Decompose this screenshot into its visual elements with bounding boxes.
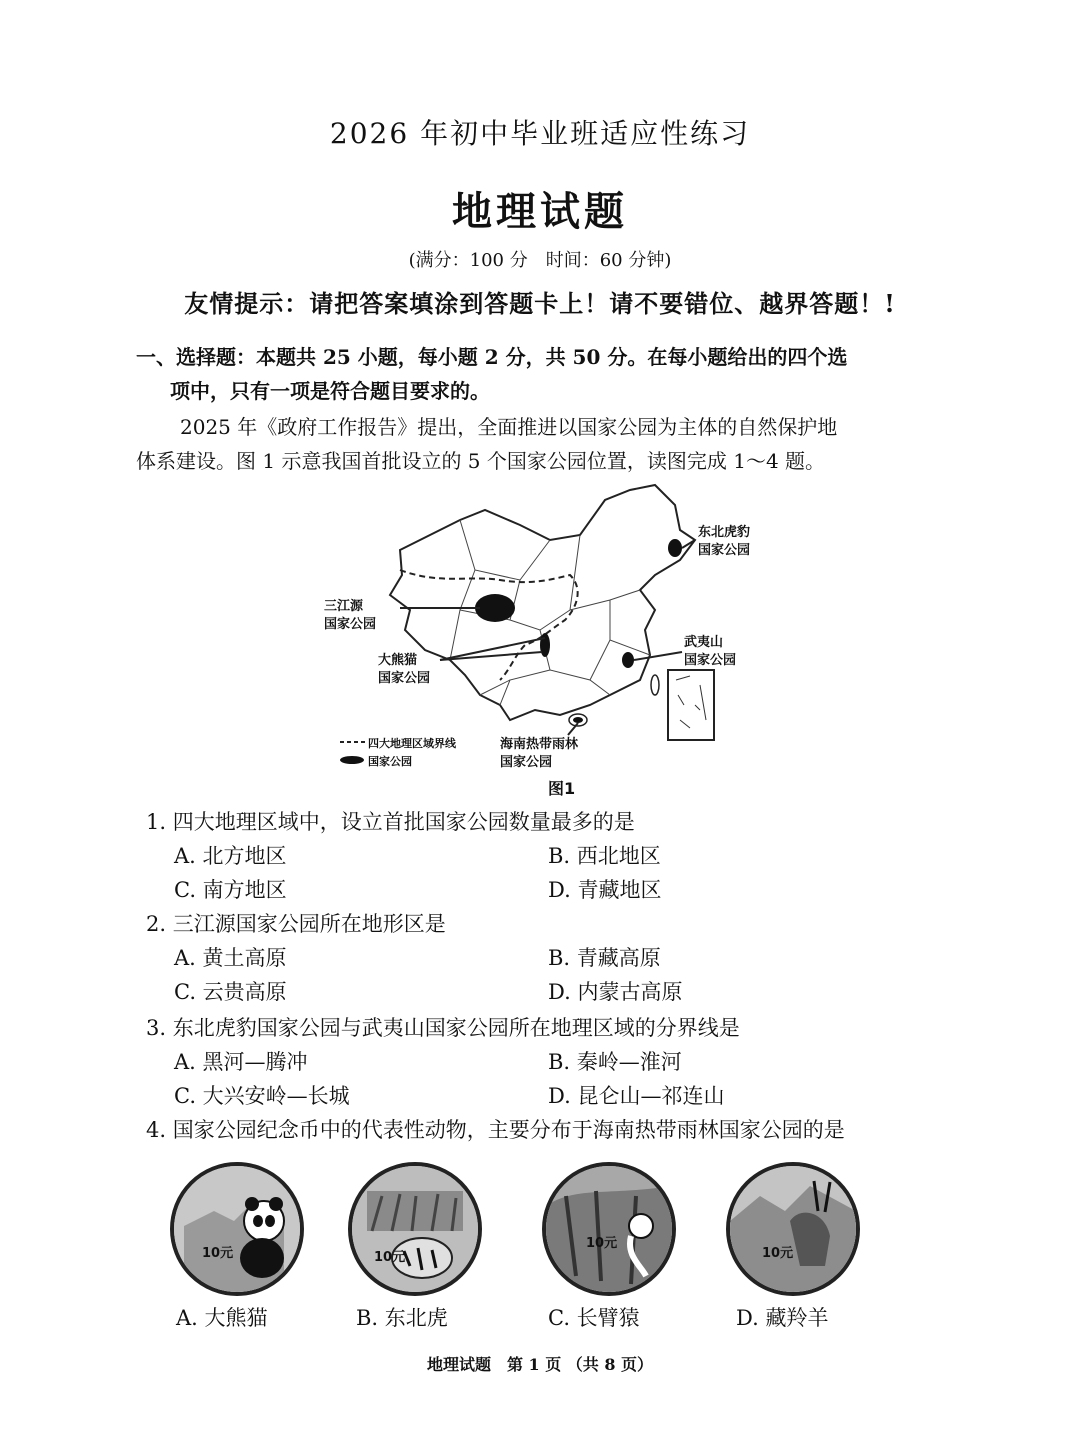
q4-option-a: A. 大熊猫 — [176, 1306, 268, 1330]
question-2-stem: 2. 三江源国家公园所在地形区是 — [146, 912, 446, 936]
park-hainan — [573, 717, 583, 723]
coin-c-denomination: 10元 — [586, 1236, 618, 1251]
q4-option-d: D. 藏羚羊 — [736, 1306, 829, 1330]
q3-option-d: D. 昆仑山—祁连山 — [548, 1084, 725, 1108]
taiwan-island — [651, 675, 659, 695]
friendly-tip: 友情提示：请把答案填涂到答题卡上！请不要错位、越界答题！! — [184, 289, 896, 318]
exam-meta: (满分：100 分 时间：60 分钟) — [408, 250, 672, 271]
q1-option-b: B. 西北地区 — [548, 844, 661, 868]
question-1-stem: 1. 四大地理区域中，设立首批国家公园数量最多的是 — [146, 810, 635, 834]
china-map-figure — [310, 480, 780, 800]
coin-northeast-tiger — [348, 1162, 482, 1296]
q3-option-b: B. 秦岭—淮河 — [548, 1050, 682, 1074]
coin-a-denomination: 10元 — [202, 1246, 234, 1261]
coin-giant-panda — [170, 1162, 304, 1296]
legend-park-label: 国家公园 — [368, 755, 412, 768]
intro-line1: 2025 年《政府工作报告》提出，全面推进以国家公园为主体的自然保护地 — [180, 415, 838, 439]
q3-option-a: A. 黑河—腾冲 — [174, 1050, 308, 1074]
label-northeast-tiger: 东北虎豹 国家公园 — [698, 525, 751, 558]
q1-option-d: D. 青藏地区 — [548, 878, 662, 902]
question-4-stem: 4. 国家公园纪念币中的代表性动物，主要分布于海南热带雨林国家公园的是 — [146, 1118, 845, 1142]
q2-option-d: D. 内蒙古高原 — [548, 980, 683, 1004]
section-heading-line2: 项中，只有一项是符合题目要求的。 — [170, 379, 490, 403]
park-sanjiangyuan — [475, 594, 515, 622]
legend-park-mark — [340, 756, 364, 764]
label-sanjiangyuan: 三江源 国家公园 — [324, 599, 377, 632]
subject-title: 地理试题 — [452, 188, 628, 235]
question-3-stem: 3. 东北虎豹国家公园与武夷山国家公园所在地理区域的分界线是 — [146, 1016, 740, 1040]
q4-option-b: B. 东北虎 — [356, 1306, 448, 1330]
q2-option-a: A. 黄土高原 — [174, 946, 287, 970]
q1-option-c: C. 南方地区 — [174, 878, 287, 902]
coin-gibbon — [542, 1162, 676, 1296]
q4-option-c: C. 长臂猿 — [548, 1306, 640, 1330]
intro-line2: 体系建设。图 1 示意我国首批设立的 5 个国家公园位置，读图完成 1～4 题。 — [136, 449, 826, 473]
legend-boundary-label: 四大地理区域界线 — [368, 737, 456, 750]
park-wuyishan — [622, 652, 634, 668]
section-heading-line1: 一、选择题：本题共 25 小题，每小题 2 分，共 50 分。在每小题给出的四个选 — [136, 345, 848, 369]
label-hainan: 海南热带雨林 国家公园 — [500, 737, 579, 770]
q2-option-c: C. 云贵高原 — [174, 980, 287, 1004]
exam-title: 2026 年初中毕业班适应性练习 — [329, 117, 751, 150]
q1-option-a: A. 北方地区 — [174, 844, 287, 868]
coin-b-denomination: 10元 — [374, 1250, 406, 1265]
park-giant-panda — [540, 633, 550, 657]
coin-tibetan-antelope — [726, 1162, 860, 1296]
q3-option-c: C. 大兴安岭—长城 — [174, 1084, 350, 1108]
china-outline — [390, 485, 695, 720]
park-northeast-tiger — [668, 539, 682, 557]
figure-caption: 图1 — [548, 779, 576, 798]
label-wuyishan: 武夷山 国家公园 — [684, 635, 737, 668]
label-giant-panda: 大熊猫 国家公园 — [378, 653, 431, 686]
south-sea-inset — [668, 670, 714, 740]
coin-d-denomination: 10元 — [762, 1246, 794, 1261]
page-footer: 地理试题 第 1 页 （共 8 页） — [426, 1355, 654, 1374]
q2-option-b: B. 青藏高原 — [548, 946, 661, 970]
